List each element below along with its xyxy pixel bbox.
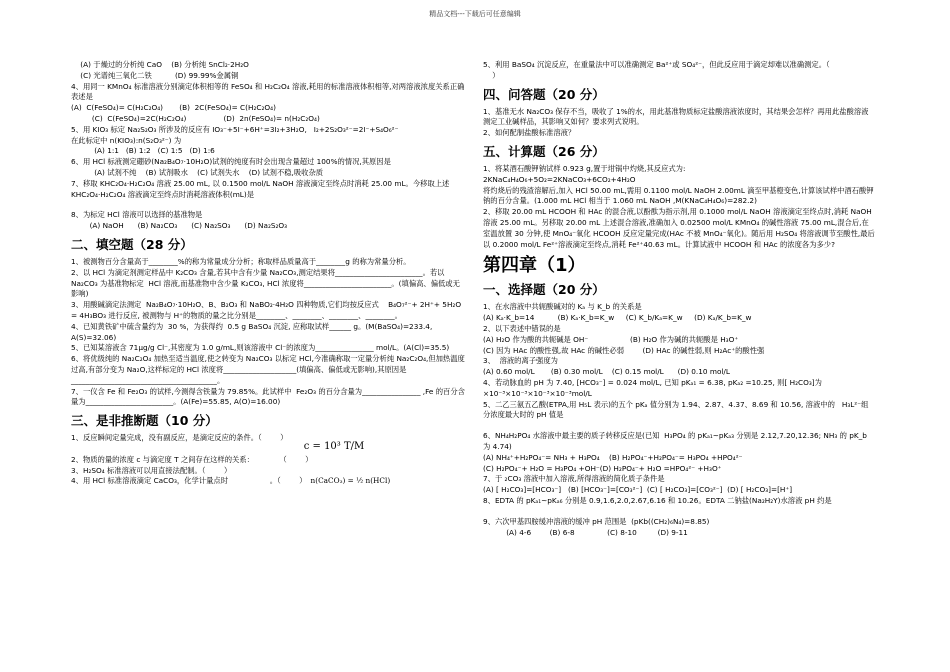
text-line: 4、已知黄铁矿中硫含量约为 30 %，为获得约 0.5 g BaSO₄ 沉淀, 应称取试样______ g。(M(BaSO₄)=233.4, A(S)=32.06) — [71, 321, 435, 342]
section-qa-title: 四、问答题（20 分） — [483, 86, 605, 102]
text-line: 7、一仪含 Fe 和 Fe₂O₃ 的试样,今测得含铁量为 79.85%。此试样中 Fe₂O₃ 的百分含量为________________ ,Fe 的百分含量为________________________。(A(Fe)=55.85, A(O)=16.00) — [71, 386, 465, 407]
page-header: 精品文档---下载后可任意编辑 — [429, 10, 521, 18]
text-line: 2、移取 20.00 mL HCOOH 和 HAc 的混合液,以酚酞为指示剂,用 0.1000 mol/L NaOH 溶液滴定至终点时,消耗 NaOH 溶液 25.00 mL。另移取 20.00 mL 上述混合溶液,准确加入 0.02500 mol/L KMnO₄ 的碱性溶液 75.00 mL,混合后,在室温放置 30 分钟,使 MnO₄⁻氧化 HCOOH 反应定量完成(HAc 不被 MnO₄⁻氧化)。随后用 H₂SO₄ 将溶液调节至酸性,最后以 0.2000 mol/L Fe²⁺溶液滴定至终点,消耗 Fe²⁺40.63 mL。计算试液中 HCOOH 和 HAc 的浓度各为多少? — [483, 207, 875, 249]
section-calc-title: 五、计算题（26 分） — [483, 143, 605, 159]
text-line: 3、 溶液的离子强度为 — [483, 356, 558, 366]
text-line — [71, 200, 467, 210]
text-line: 2、以 HCl 为滴定剂测定样品中 K₂CO₃ 含量,若其中含有少量 Na₂CO₃,测定结果将________________________。若以 Na₂CO₃ 为基准物标定 HCl 溶液,而基准物中含少量 K₂CO₃, HCl 浓度将________________________。(填偏高、偏低或无影响) — [71, 267, 460, 299]
text-line: 1、被测物百分含量高于________%的称为常量成分分析；称取样品质量高于________g 的称为常量分析。 — [71, 256, 411, 266]
section-fill-blank-title: 二、填空题（28 分） — [71, 236, 193, 252]
text-line: (C) 光谱纯三氧化二铁 (D) 99.99%金属铜 — [71, 70, 239, 80]
text-line: 6、将优级纯的 Na₂C₂O₄ 加热至适当温度,使之转变为 Na₂CO₃ 以标定 HCl,今准确称取一定量分析纯 Na₂C₂O₄,但加热温度过高,有部分变为 Na₂O,这样标定的 HCl 浓度将____________________(填偏高、偏低或无影响),其原因是________________________________________。 — [71, 354, 465, 385]
text-line: (C) 因为 HAc 的酸性强,故 HAc 的碱性必弱 (D) HAc 的碱性弱,则 H₂Ac⁺的酸性强 — [483, 345, 765, 355]
section-choice-title: 一、选择题（20 分） — [483, 282, 605, 298]
text-line: 1、将某酒石酸钾钠试样 0.923 g,置于坩锅中灼烧,其反应式为: — [483, 163, 686, 173]
text-line: (A) 1:1 (B) 1:2 (C) 1:5 (D) 1:6 — [71, 146, 215, 156]
text-line — [483, 507, 875, 517]
true-false-q3: 3、H₂SO₄ 标准溶液可以用直接法配制。（ ） — [71, 465, 232, 475]
text-line: (A) 4-6 (B) 6-8 (C) 8-10 (D) 9-11 — [483, 527, 688, 537]
text-line: (A) NaOH (B) Na₂CO₃ (C) Na₂SO₃ (D) Na₂S₂O₃ — [71, 221, 288, 231]
text-line: 8、EDTA 的 pKₐ₁~pKₐ₆ 分别是 0.9,1.6,2.0,2.67,6.16 和 10.26。EDTA 二钠盐(Na₂H₂Y)水溶液 pH 约是 — [483, 495, 832, 505]
text-line: (A) 0.60 mol/L (B) 0.30 mol/L (C) 0.15 mol/L (D) 0.10 mol/L — [483, 367, 730, 377]
text-line — [483, 421, 875, 431]
chapter-title: 第四章（1） — [483, 255, 586, 277]
text-line: 4、若动脉血的 pH 为 7.40, [HCO₃⁻] = 0.024 mol/L, 已知 pKₐ₁ = 6.38, pKₐ₂ =10.25, 则[ H₂CO₃]为 — [483, 377, 822, 387]
text-line: (A) H₂O 作为酸的共轭碱是 OH⁻ (B) H₂O 作为碱的共轭酸是 H₃O⁺ — [483, 334, 739, 344]
text-line: 5、已知某溶液含 71μg/g Cl⁻,其密度为 1.0 g/mL,则该溶液中 Cl⁻的浓度为________________ mol/L。(A(Cl)=35.5) — [71, 343, 450, 353]
formula-caco3-hcl: n(CaCO₃) = ½ n(HCl) — [310, 476, 391, 486]
text-line: 6、用 HCl 标液测定硼砂(Na₂B₄O₇·10H₂O)试剂的纯度有时会出现含量超过 100%的情况,其原因是 — [71, 157, 391, 167]
right-block-1 — [483, 60, 875, 82]
text-line: (A) 于燥过的分析纯 CaO (B) 分析纯 SnCl₂·2H₂O — [71, 60, 249, 69]
true-false-q2: 2、物质的量的浓度 c 与滴定度 T 之间存在这样的关系： （ ） — [71, 454, 313, 464]
left-block-1 — [71, 60, 467, 232]
text-line: 将灼烧后的残渣溶解后,加入 HCl 50.00 mL,需用 0.1100 mol/L NaOH 2.00mL 滴至甲基橙变色,计算该试样中酒石酸钾钠的百分含量。(1.000 mL HCl 相当于 1.060 mL NaOH ,M(KNaC₄H₄O₆)=282.2) — [483, 185, 874, 206]
left-column — [71, 60, 467, 487]
right-block-6 — [483, 302, 875, 538]
right-block-5 — [483, 164, 875, 250]
text-line: 5、用 KIO₃ 标定 Na₂S₂O₃ 所涉及的反应有 IO₃⁻+5I⁻+6H⁺=3I₂+3H₂O, I₂+2S₂O₃²⁻=2I⁻+S₄O₆²⁻ — [71, 124, 399, 134]
text-line: (A) C(FeSO₄)= C(H₂C₂O₄) (B) 2C(FeSO₄)= C(H₂C₂O₄) — [71, 103, 276, 113]
text-line: (C) C(FeSO₄)=2C(H₂C₂O₄) (D) 2n(FeSO₄)= n(H₂C₂O₄) — [71, 113, 320, 123]
text-line: 8、为标定 HCl 溶液可以选择的基准物是 — [71, 210, 203, 220]
text-line: 5、二乙三氨五乙酸(ETPA,用 H₅L 表示)的五个 pKₐ 值分别为 1.94、2.87、4.37、8.69 和 10.56, 溶液中的 H₃L²⁻组分浓度最大时的 pH 值是 — [483, 399, 869, 420]
text-line: 6、NH₄H₂PO₄ 水溶液中最主要的质子转移反应是(已知 H₃PO₄ 的 pKₐ₁~pKₐ₃ 分别是 2.12,7.20,12.36; NH₃ 的 pK_b 为 4.74) — [483, 431, 870, 451]
text-line: (A) [ H₂CO₃]=[HCO₃⁻] (B) [HCO₃⁻]=[CO₃²⁻] (C) [ H₂CO₃]=[CO₃²⁻] (D) [ H₂CO₃]=[H⁺] — [483, 485, 793, 495]
text-line: 5、利用 BaSO₄ 沉淀反应，在重量法中可以准确测定 Ba²⁺或 SO₄²⁻，但此反应用于滴定却难以准确测定。（ — [483, 60, 830, 69]
text-line: 1、基准无水 Na₂CO₃ 保存不当，吸收了 1%的水，用此基准物质标定盐酸溶液浓度时，其结果会怎样？再用此盐酸溶液测定工业碱样品，其影响又如何？要求列式说明。 — [483, 106, 869, 127]
right-column — [483, 60, 875, 538]
true-false-q1: 1、反应瞬间定量完成，没有副反应，是滴定反应的条件。（ ） — [71, 433, 288, 443]
right-block-4 — [483, 107, 875, 139]
text-line: 4、用同一 KMnO₄ 标准溶液分别滴定体积相等的 FeSO₄ 和 H₂C₂O₄ 溶液,耗用的标准溶液体积相等,对两溶液浓度关系正确表述是 — [71, 81, 465, 102]
text-line: 9、六次甲基四胺缓冲溶液的缓冲 pH 范围是 (pKb((CH₂)₆N₄)=8.85) — [483, 516, 710, 526]
text-line: 在此标定中 n(KIO₃):n(S₂O₃²⁻) 为 — [71, 135, 182, 145]
text-line: ×10⁻³×10⁻³×10⁻³×10⁻³mol/L — [483, 388, 592, 398]
true-false-q4: 4、用 HCl 标准溶液滴定 CaCO₃，化学计量点时 。（ ） n(CaCO₃) = ½ n(HCl) — [71, 476, 391, 486]
text-line: 1、在水溶液中共轭酸碱对的 Kₐ 与 K_b 的关系是 — [483, 302, 642, 312]
formula-c-t-m: c = 10³ T/M — [303, 440, 365, 452]
text-line: 2、如何配制盐酸标准溶液？ — [483, 128, 576, 138]
text-line: (C) H₂PO₄⁻+ H₂O = H₃PO₄ +OH⁻(D) H₂PO₄⁻+ H₂O =HPO₄²⁻ +H₃O⁺ — [483, 463, 722, 473]
left-block-2 — [71, 257, 467, 408]
text-line: (A) NH₄⁺+H₂PO₄⁻= NH₃ + H₃PO₄ (B) H₂PO₄⁻+H₂PO₄⁻= H₃PO₄ +HPO₄²⁻ — [483, 452, 743, 462]
text-line: 3、用酸碱滴定法测定 Na₂B₄O₇·10H₂O、B、B₂O₃ 和 NaBO₂·4H₂O 四种物质,它们均按反应式 B₄O₇²⁻+ 2H⁺+ 5H₂O = 4H₃BO₃ 进行反应, 被测物与 H⁺的物质的量之比分别是________、________、________、________。 — [71, 300, 464, 320]
text-line: 7、于 ₂CO₃ 溶液中加入溶液,所得溶液的简化质子条件是 — [483, 474, 665, 484]
text-line: 2、以下表述中错误的是 — [483, 323, 561, 333]
text-line: (A) Kₐ·K_b=14 (B) Kₐ·K_b=K_w (C) K_b/Kₐ=K_w (D) Kₐ/K_b=K_w — [483, 313, 752, 323]
text-line: 2KNaC₄H₄O₆+5O₂=2KNaCO₃+6CO₂+4H₂O — [483, 174, 636, 184]
text-line: (A) 试剂不纯 (B) 试剂吸水 (C) 试剂失水 (D) 试剂不稳,吸收杂质 — [71, 167, 324, 177]
section-true-false-title: 三、是非推断题（10 分） — [71, 413, 218, 429]
text-line: 7、移取 KHC₂O₄·H₂C₂O₄ 溶液 25.00 mL, 以 0.1500 mol/L NaOH 溶液滴定至终点时消耗 25.00 mL。今移取上述 KHC₂O₄·H₂C₂O₄ 溶液滴定至终点时消耗溶液体积(mL)是 — [71, 178, 452, 199]
text-line: ） — [483, 70, 500, 80]
